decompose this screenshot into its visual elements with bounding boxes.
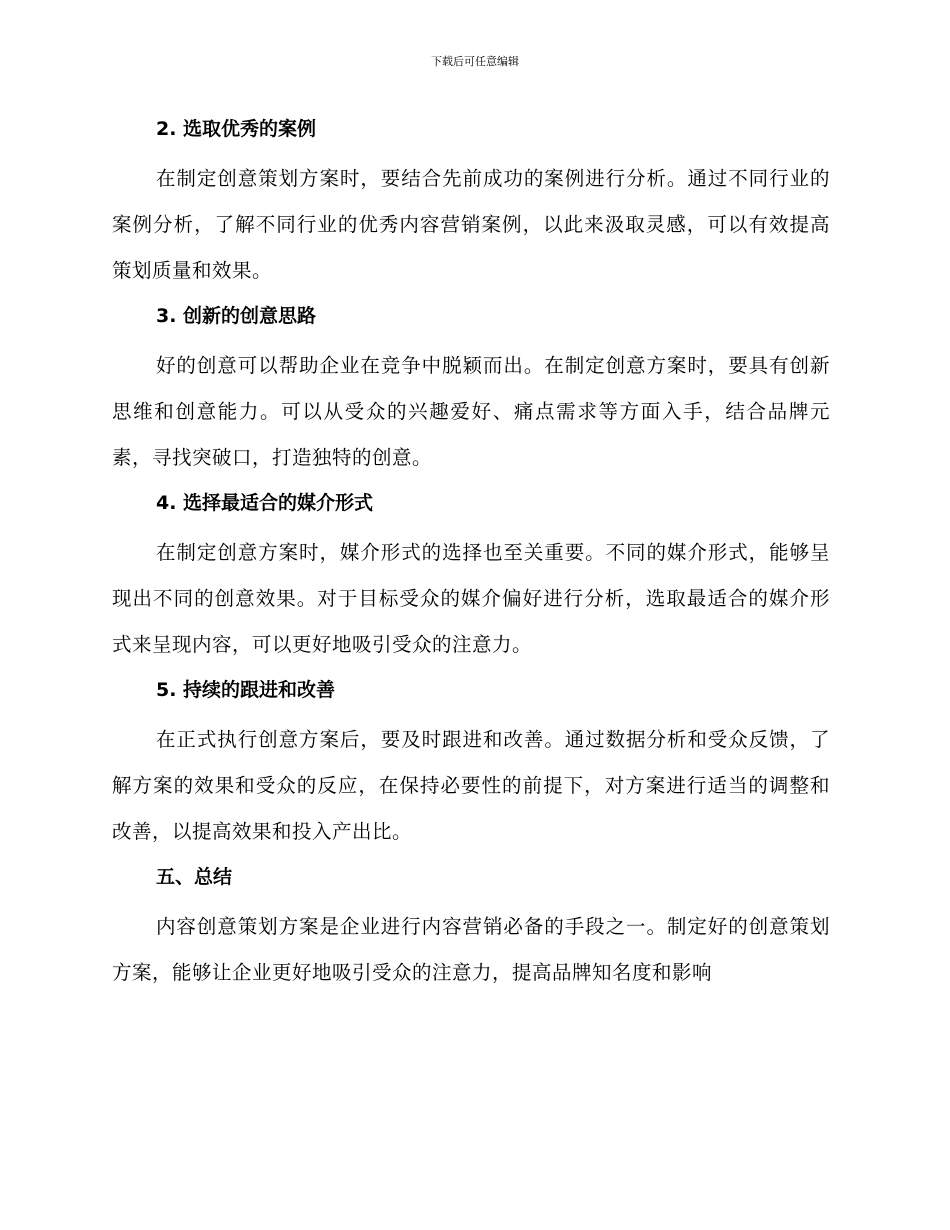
section-summary — [112, 860, 830, 996]
document-body — [112, 112, 830, 1001]
section-heading: 五、总结 — [156, 866, 233, 888]
section-media-form — [112, 486, 830, 668]
section-follow-up — [112, 673, 830, 855]
section-paragraph: 内容创意策划方案是企业进行内容营销必备的手段之一。制定好的创意策划方案，能够让企业更好地吸引受众的注意力，提高品牌知名度和影响 — [112, 915, 830, 984]
section-paragraph: 好的创意可以帮助企业在竞争中脱颖而出。在制定创意方案时，要具有创新思维和创意能力。可以从受众的兴趣爱好、痛点需求等方面入手，结合品牌元素，寻找突破口，打造独特的创意。 — [112, 354, 830, 469]
section-paragraph: 在制定创意策划方案时，要结合先前成功的案例进行分析。通过不同行业的案例分析，了解不同行业的优秀内容营销案例，以此来汲取灵感，可以有效提高策划质量和效果。 — [112, 167, 830, 282]
section-select-cases — [112, 112, 830, 294]
section-heading: 3. 创新的创意思路 — [156, 305, 317, 327]
section-heading: 5. 持续的跟进和改善 — [156, 679, 336, 701]
page-header: 下载后可任意编辑 — [431, 55, 519, 68]
section-creative-ideas — [112, 299, 830, 481]
section-heading: 4. 选择最适合的媒介形式 — [156, 492, 374, 514]
section-paragraph: 在正式执行创意方案后，要及时跟进和改善。通过数据分析和受众反馈，了解方案的效果和受众的反应，在保持必要性的前提下，对方案进行适当的调整和改善，以提高效果和投入产出比。 — [112, 728, 830, 843]
section-paragraph: 在制定创意方案时，媒介形式的选择也至关重要。不同的媒介形式，能够呈现出不同的创意效果。对于目标受众的媒介偏好进行分析，选取最适合的媒介形式来呈现内容，可以更好地吸引受众的注意力。 — [112, 541, 830, 656]
section-heading: 2. 选取优秀的案例 — [156, 118, 317, 140]
